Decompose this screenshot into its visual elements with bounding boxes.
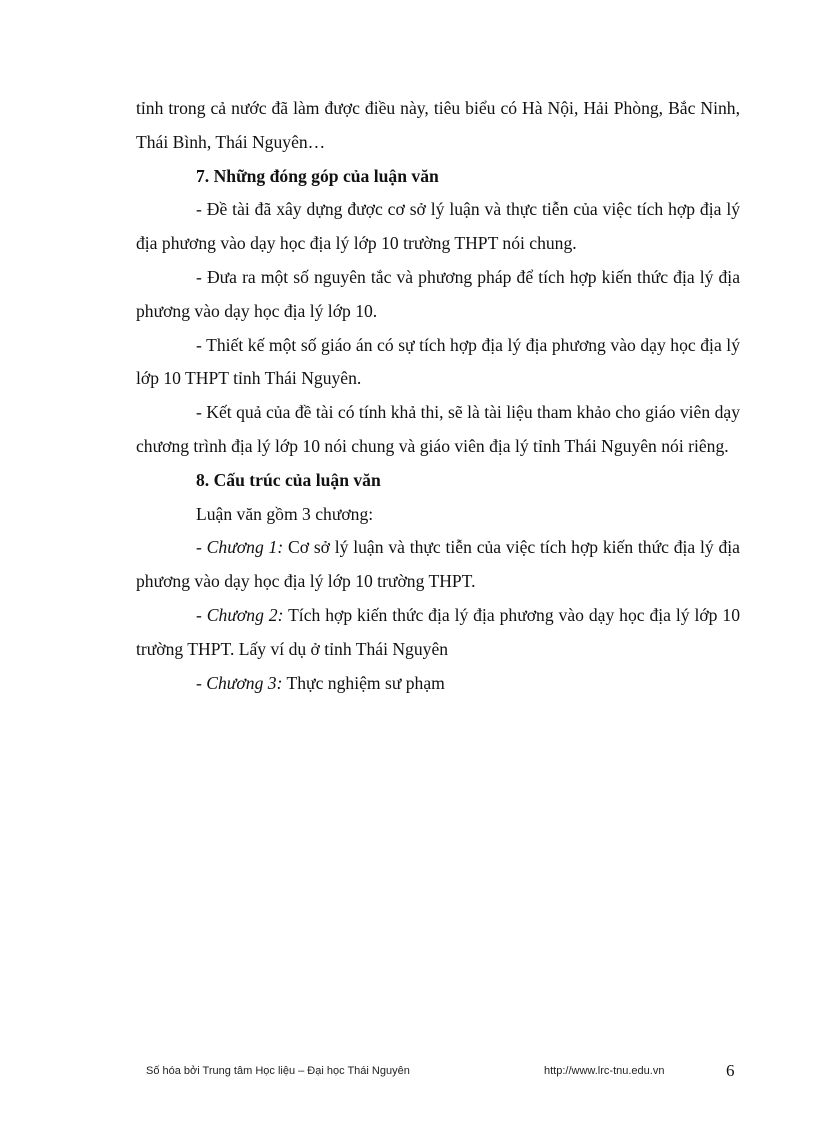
chapter-2-text: Tích hợp kiến thức địa lý địa phương vào dạy học địa lý lớp 10 trường THPT. Lấy ví dụ ở tỉnh Thái Nguyên [136,604,740,659]
chapter-3-label: Chương 3: [206,672,283,693]
page-number: 6 [726,1061,735,1080]
contribution-item-4: - Kết quả của đề tài có tính khả thi, sẽ là tài liệu tham khảo cho giáo viên dạy chương trình địa lý lớp 10 nói chung và giáo viên địa lý tỉnh Thái Nguyên nói riêng. [136,402,740,456]
chapter-3-entry: - Chương 3: Thực nghiệm sư phạm [196,672,445,693]
footer-digitized-by: Số hóa bởi Trung tâm Học liệu – Đại học Thái Nguyên [146,1065,410,1077]
chapter-1-text: Cơ sở lý luận và thực tiễn của việc tích hợp kiến thức địa lý địa phương vào dạy học địa lý lớp 10 trường THPT. [136,537,740,592]
chapter-1-label: Chương 1: [206,537,284,558]
structure-intro: Luận văn gồm 3 chương: [196,503,374,524]
section-8-heading: 8. Cấu trúc của luận văn [196,469,381,490]
contribution-item-2: - Đưa ra một số nguyên tắc và phương pháp để tích hợp kiến thức địa lý địa phương vào dạy học địa lý lớp 10. [136,266,740,321]
chapter-3-text: Thực nghiệm sư phạm [282,672,445,693]
contribution-item-1: - Đề tài đã xây dựng được cơ sở lý luận và thực tiễn của việc tích hợp địa lý địa phương vào dạy học địa lý lớp 10 trường THPT nói chung. [136,199,740,254]
footer-url-link[interactable]: http://www.lrc-tnu.edu.vn [544,1065,665,1077]
chapter-2-label: Chương 2: [206,604,284,625]
intro-paragraph: tỉnh trong cả nước đã làm được điều này, tiêu biểu có Hà Nội, Hải Phòng, Bắc Ninh, Thái Bình, Thái Nguyên… [136,98,740,152]
chapter-2-entry: - Chương 2: Tích hợp kiến thức địa lý địa phương vào dạy học địa lý lớp 10 trường THPT. Lấy ví dụ ở tỉnh Thái Nguyên [136,604,740,659]
section-7-heading: 7. Những đóng góp của luận văn [196,165,439,186]
page-footer [146,1061,740,1085]
contribution-item-3: - Thiết kế một số giáo án có sự tích hợp địa lý địa phương vào dạy học địa lý lớp 10 THPT tỉnh Thái Nguyên. [136,334,740,389]
chapter-1-entry: - Chương 1: Cơ sở lý luận và thực tiễn của việc tích hợp kiến thức địa lý địa phương vào dạy học địa lý lớp 10 trường THPT. [136,537,740,592]
body-text [136,92,740,700]
